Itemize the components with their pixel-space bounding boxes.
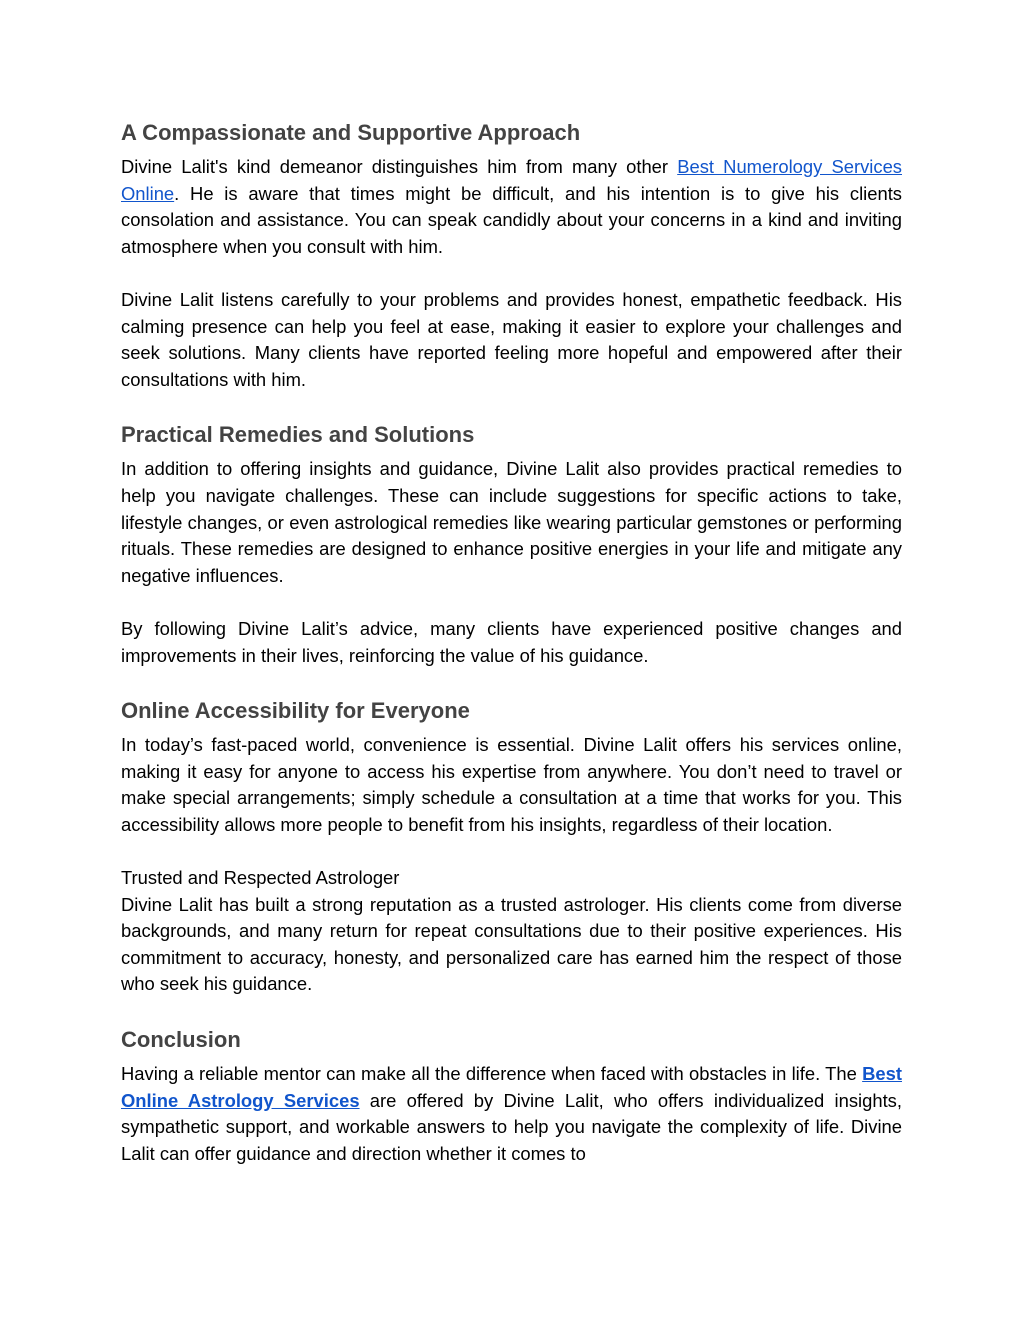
section-trusted-astrologer (121, 865, 902, 998)
section-practical-remedies (121, 420, 902, 669)
section-online-accessibility (121, 696, 902, 838)
section-heading: A Compassionate and Supportive Approach (121, 120, 581, 145)
section-compassionate-approach (121, 118, 902, 393)
section-heading: Conclusion (121, 1027, 241, 1053)
subsection-heading: Trusted and Respected Astrologer (121, 867, 400, 889)
section-heading: Online Accessibility for Everyone (121, 698, 470, 724)
section-heading: Practical Remedies and Solutions (121, 422, 475, 448)
paragraph: Divine Lalit has built a strong reputation as a trusted astrologer. His clients come from diverse backgrounds, and many return for repeat consultations due to their positive experiences. His commitment to accuracy, honesty, and personalized care has earned him the respect of those who seek his guidance. (121, 893, 902, 995)
paragraph-text: Having a reliable mentor can make all the difference when faced with obstacles in life. The (121, 1063, 863, 1085)
paragraph: Divine Lalit listens carefully to your problems and provides honest, empathetic feedback. His calming presence can help you feel at ease, making it easier to explore your challenges and seek solutions. Many clients have reported feeling more hopeful and empowered after their consultations with him. (121, 288, 902, 390)
paragraph-text: . He is aware that times might be difficult, and his intention is to give his clients consolation and assistance. You can speak candidly about your concerns in a kind and inviting atmosphere when you consult with him. (121, 182, 902, 257)
paragraph (121, 1061, 902, 1167)
best-numerology-services-link[interactable]: Best Numerology Services Online (121, 156, 902, 204)
paragraph-text: are offered by Divine Lalit, who offers individualized insights, sympathetic support, and workable answers to help you navigate the complexity of life. Divine Lalit can offer guidance and direction whether it comes to (121, 1089, 902, 1164)
best-online-astrology-services-link[interactable]: Best Online Astrology Services (121, 1063, 902, 1111)
paragraph: In addition to offering insights and guidance, Divine Lalit also provides practical remedies to help you navigate challenges. These can include suggestions for specific actions to take, lifestyle changes, or even astrological remedies like wearing particular gemstones or performing rituals. These remedies are designed to enhance positive energies in your life and mitigate any negative influences. (121, 458, 902, 586)
paragraph (121, 154, 902, 260)
paragraph: By following Divine Lalit’s advice, many clients have experienced positive changes and improvements in their lives, reinforcing the value of his guidance. (121, 617, 902, 666)
section-conclusion (121, 1025, 902, 1167)
paragraph-text: Divine Lalit's kind demeanor distinguishes him from many other (121, 156, 678, 177)
paragraph: In today’s fast-paced world, convenience is essential. Divine Lalit offers his services online, making it easy for anyone to access his expertise from anywhere. You don’t need to travel or make special arrangements; simply schedule a consultation at a time that works for you. This accessibility allows more people to benefit from his insights, regardless of their location. (121, 734, 902, 835)
